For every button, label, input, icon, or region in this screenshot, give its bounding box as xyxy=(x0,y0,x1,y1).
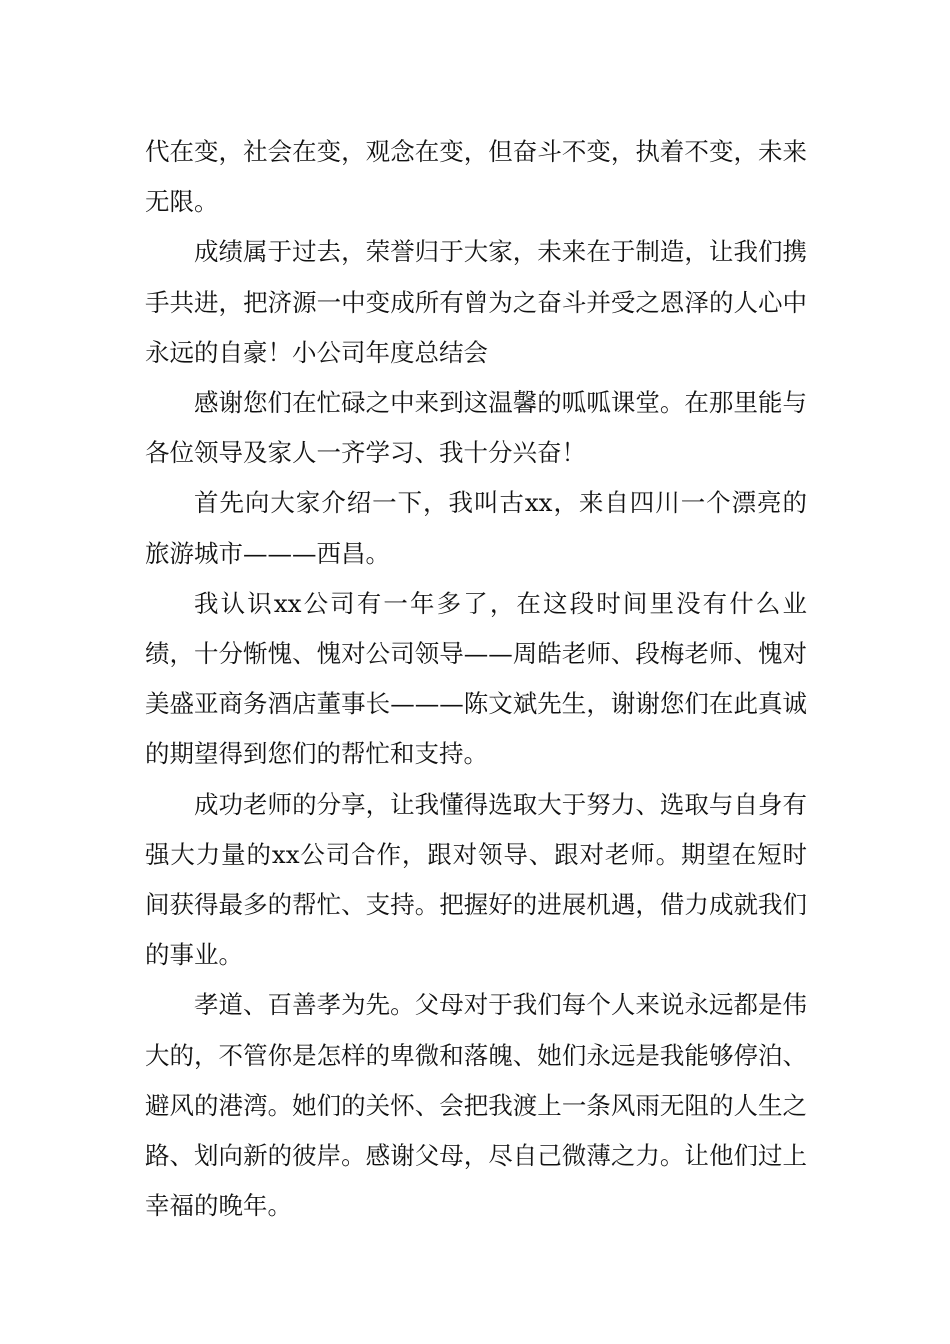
paragraph-7: 孝道、百善孝为先。父母对于我们每个人来说永远都是伟大的，不管你是怎样的卑微和落魄、她们永远是我能够停泊、避风的港湾。她们的关怀、会把我渡上一条风雨无阻的人生之路、划向新的彼岸。感谢父母，尽自己微薄之力。让他们过上幸福的晚年。 xyxy=(145,990,807,1221)
paragraph-5: 我认识xx公司有一年多了，在这段时间里没有什么业绩，十分惭愧、愧对公司领导——周皓老师、段梅老师、愧对美盛亚商务酒店董事长———陈文斌先生，谢谢您们在此真诚的期望得到您们的帮忙和支持。 xyxy=(145,588,807,769)
paragraph-4: 首先向大家介绍一下，我叫古xx，来自四川一个漂亮的旅游城市———西昌。 xyxy=(145,488,807,568)
document-body xyxy=(145,127,807,1231)
paragraph-3: 感谢您们在忙碌之中来到这温馨的呱呱课堂。在那里能与各位领导及家人一齐学习、我十分兴奋！ xyxy=(145,388,807,468)
paragraph-6: 成功老师的分享，让我懂得选取大于努力、选取与自身有强大力量的xx公司合作，跟对领导、跟对老师。期望在短时间获得最多的帮忙、支持。把握好的进展机遇，借力成就我们的事业。 xyxy=(145,789,807,970)
paragraph-2: 成绩属于过去，荣誉归于大家，未来在于制造，让我们携手共进，把济源一中变成所有曾为之奋斗并受之恩泽的人心中永远的自豪！小公司年度总结会 xyxy=(145,237,807,367)
paragraph-1: 代在变，社会在变，观念在变，但奋斗不变，执着不变，未来无限。 xyxy=(145,137,807,217)
